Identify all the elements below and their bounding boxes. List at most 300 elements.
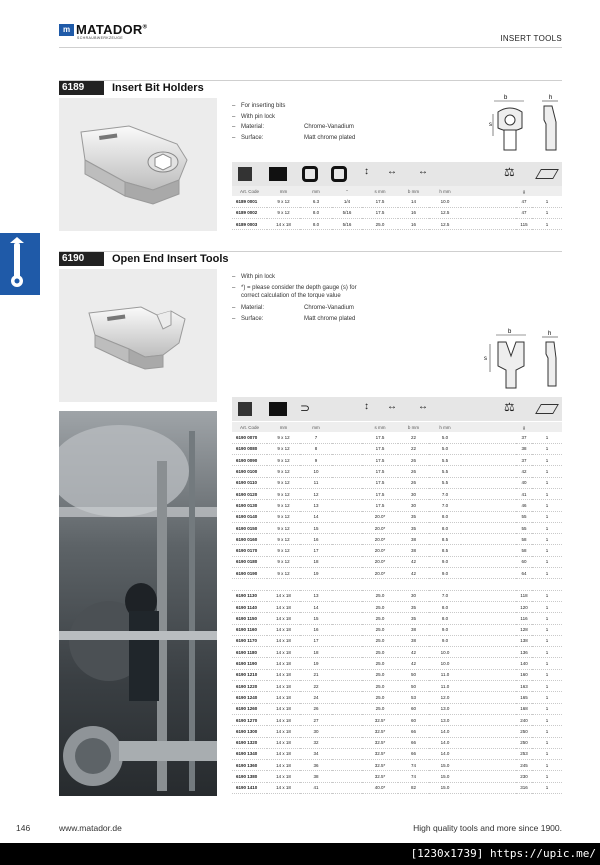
table-cell: 74 — [398, 771, 429, 782]
table-cell — [332, 748, 362, 759]
table-cell: 38 — [398, 635, 429, 646]
table-cell: 60 — [398, 703, 429, 714]
table-cell: 1 — [532, 635, 562, 646]
width-icon: ↔ — [387, 166, 397, 177]
art-code-cell: 6190 1260 — [232, 703, 267, 714]
table-cell: 66 — [398, 748, 429, 759]
table-cell: 1 — [532, 782, 562, 793]
unit-cell: s mm — [362, 422, 398, 432]
table-cell — [461, 500, 516, 511]
unit-row — [232, 186, 562, 196]
table-cell: 8 — [300, 443, 332, 454]
table-cell: 1 — [532, 488, 562, 499]
table-cell: 9 x 12 — [267, 466, 300, 477]
table-cell: 1 — [532, 771, 562, 782]
table-cell: 5.5 — [429, 466, 461, 477]
table-cell — [516, 579, 532, 590]
table-cell: 14 x 18 — [267, 726, 300, 737]
table-cell: 7.0 — [429, 488, 461, 499]
table-cell: 10 — [300, 466, 332, 477]
table-cell: 7.0 — [429, 590, 461, 601]
table-cell: 25.0 — [362, 669, 398, 680]
art-code-cell: 6190 1220 — [232, 681, 267, 692]
table-cell — [332, 488, 362, 499]
table-cell — [332, 760, 362, 771]
table-cell: 10.0 — [429, 658, 461, 669]
table-cell — [461, 726, 516, 737]
art-code-cell: 6190 1140 — [232, 601, 267, 612]
table-cell: 35 — [398, 613, 429, 624]
table-cell: 13.0 — [429, 714, 461, 725]
table-cell: 30 — [398, 590, 429, 601]
table-cell — [332, 590, 362, 601]
matador-logo: MATADOR® — [76, 22, 148, 37]
table-cell: 5.5 — [429, 455, 461, 466]
table-cell: 18 — [300, 556, 332, 567]
svg-text:b: b — [508, 329, 512, 335]
table-cell — [461, 522, 516, 533]
table-cell: 17.5 — [362, 207, 398, 218]
table-cell: 5/16 — [332, 219, 362, 230]
art-code-cell: 6189 0002 — [232, 207, 267, 218]
unit-cell: " — [332, 186, 362, 196]
unit-cell: h mm — [429, 186, 461, 196]
table-cell: 12.0 — [429, 692, 461, 703]
table-cell: 14 x 18 — [267, 782, 300, 793]
unit-cell — [532, 186, 562, 196]
product-table-6190 — [232, 422, 562, 794]
table-cell: 9.0 — [429, 624, 461, 635]
table-cell — [332, 511, 362, 522]
table-cell — [461, 748, 516, 759]
table-cell: 1 — [532, 726, 562, 737]
table-cell: 7 — [300, 432, 332, 443]
table-row — [232, 477, 562, 488]
table-cell: 1 — [532, 714, 562, 725]
table-cell: 1 — [532, 432, 562, 443]
table-cell: 50 — [398, 681, 429, 692]
table-cell: 14.0 — [429, 737, 461, 748]
height-icon: ↔ — [418, 166, 428, 177]
art-code-cell: 6189 0003 — [232, 219, 267, 230]
art-code-cell: 6190 0100 — [232, 466, 267, 477]
hex-bit-mm-icon — [302, 166, 318, 182]
table-cell: 1 — [532, 624, 562, 635]
table-row — [232, 726, 562, 737]
svg-text:s: s — [489, 122, 492, 128]
table-cell: 17.5 — [362, 455, 398, 466]
table-cell: 25.0 — [362, 658, 398, 669]
unit-cell — [532, 422, 562, 432]
section-divider — [59, 80, 562, 81]
table-cell: 19 — [300, 658, 332, 669]
table-row — [232, 601, 562, 612]
wrench-icon — [0, 233, 40, 295]
table-cell — [461, 669, 516, 680]
table-cell: 35 — [398, 601, 429, 612]
table-cell: 25.0 — [362, 703, 398, 714]
table-cell: 38 — [516, 443, 532, 454]
table-cell: 21 — [300, 669, 332, 680]
table-cell: 17.5 — [362, 196, 398, 207]
art-code-cell: 6190 0180 — [232, 556, 267, 567]
table-cell: 38 — [300, 771, 332, 782]
table-cell: 1 — [532, 443, 562, 454]
table-row — [232, 635, 562, 646]
section-title: INSERT TOOLS — [500, 34, 562, 43]
table-cell: 14 — [300, 601, 332, 612]
unit-cell — [461, 186, 516, 196]
width-icon: ↔ — [387, 401, 397, 412]
table-cell: 16 — [300, 534, 332, 545]
table-cell — [461, 760, 516, 771]
unit-cell: b mm — [398, 422, 429, 432]
table-cell: 1 — [532, 669, 562, 680]
art-code-cell — [232, 579, 267, 590]
table-cell: 1 — [532, 692, 562, 703]
table-cell: 1 — [532, 737, 562, 748]
table-cell: 16 — [398, 207, 429, 218]
table-cell: 1 — [532, 207, 562, 218]
table-cell — [461, 443, 516, 454]
table-cell: 32.5* — [362, 714, 398, 725]
table-cell: 1/4 — [332, 196, 362, 207]
table-cell: 1 — [532, 522, 562, 533]
table-cell — [332, 613, 362, 624]
table-cell: 1 — [532, 219, 562, 230]
table-cell: 36 — [300, 760, 332, 771]
table-row — [232, 207, 562, 218]
svg-text:h: h — [548, 331, 552, 337]
table-cell: 32.5* — [362, 726, 398, 737]
table-cell — [461, 771, 516, 782]
table-cell: 1 — [532, 658, 562, 669]
table-row — [232, 556, 562, 567]
table-cell: 42 — [398, 568, 429, 579]
table-cell: 26 — [398, 455, 429, 466]
table-cell — [461, 703, 516, 714]
art-code-cell: 6190 1270 — [232, 714, 267, 725]
table-cell: 11 — [300, 477, 332, 488]
table-cell: 7.0 — [429, 500, 461, 511]
table-cell: 115 — [516, 219, 532, 230]
table-cell: 165 — [516, 692, 532, 703]
product-image-6190 — [59, 269, 217, 402]
table-cell: 25.0 — [362, 647, 398, 658]
weight-scale-icon: ⚖ — [504, 165, 515, 179]
table-cell: 25.0 — [362, 601, 398, 612]
table-cell: 8.0 — [300, 207, 332, 218]
table-row — [232, 737, 562, 748]
page-number: 146 — [16, 823, 31, 833]
unit-cell: Art. Code — [232, 422, 267, 432]
art-code-cell: 6190 0190 — [232, 568, 267, 579]
table-cell: 16 — [398, 219, 429, 230]
table-cell: 34 — [300, 748, 332, 759]
table-cell: 8.0 — [429, 601, 461, 612]
table-row — [232, 568, 562, 579]
table-cell: 38 — [398, 534, 429, 545]
table-cell — [332, 771, 362, 782]
table-cell: 38 — [398, 624, 429, 635]
table-cell — [461, 635, 516, 646]
table-cell — [461, 196, 516, 207]
table-cell — [332, 443, 362, 454]
table-cell — [332, 782, 362, 793]
table-cell: 32.5* — [362, 748, 398, 759]
table-cell: 10.0 — [429, 647, 461, 658]
table-cell: 13 — [300, 500, 332, 511]
table-cell: 25.0 — [362, 635, 398, 646]
table-cell — [332, 522, 362, 533]
table-cell: 40.0* — [362, 782, 398, 793]
art-code-cell: 6190 1320 — [232, 737, 267, 748]
table-cell — [461, 568, 516, 579]
table-cell: 1 — [532, 760, 562, 771]
art-code-cell: 6190 1130 — [232, 590, 267, 601]
table-cell: 30 — [300, 726, 332, 737]
art-code-cell: 6190 1380 — [232, 771, 267, 782]
table-cell — [332, 466, 362, 477]
unit-cell: mm — [267, 186, 300, 196]
unit-cell — [332, 422, 362, 432]
table-row — [232, 703, 562, 714]
table-cell: 1 — [532, 590, 562, 601]
table-cell: 25.0 — [362, 219, 398, 230]
table-cell: 138 — [516, 635, 532, 646]
table-cell: 1 — [532, 568, 562, 579]
unit-cell: Art. Code — [232, 186, 267, 196]
table-row — [232, 579, 562, 590]
table-cell: 42 — [398, 556, 429, 567]
table-cell: 42 — [398, 658, 429, 669]
table-cell: 40 — [516, 477, 532, 488]
product-table-6189 — [232, 186, 562, 230]
table-cell: 20.0* — [362, 511, 398, 522]
package-icon — [535, 169, 559, 179]
product-image-6189 — [59, 98, 217, 231]
dimension-drawing-6190 — [480, 326, 565, 392]
table-cell: 17.5 — [362, 488, 398, 499]
table-cell: 9 x 12 — [267, 432, 300, 443]
table-cell: 32.5* — [362, 737, 398, 748]
table-cell — [461, 545, 516, 556]
table-cell: 136 — [516, 647, 532, 658]
table-cell: 9 x 12 — [267, 568, 300, 579]
table-cell: 9 x 12 — [267, 534, 300, 545]
table-cell — [332, 477, 362, 488]
square-drive-icon — [269, 402, 287, 416]
drive-icon — [238, 167, 252, 181]
table-cell: 22 — [398, 443, 429, 454]
table-cell — [461, 511, 516, 522]
table-cell: 60 — [398, 714, 429, 725]
table-cell: 53 — [398, 692, 429, 703]
table-cell: 14 x 18 — [267, 590, 300, 601]
table-cell: 14 x 18 — [267, 624, 300, 635]
table-cell: 14 x 18 — [267, 601, 300, 612]
table-cell: 14 x 18 — [267, 681, 300, 692]
table-cell: 250 — [516, 726, 532, 737]
header-divider — [59, 47, 562, 48]
logo-subtitle: SCHRAUBWERKZEUGE — [77, 36, 124, 40]
table-cell: 245 — [516, 760, 532, 771]
table-cell — [332, 579, 362, 590]
table-cell: 74 — [398, 760, 429, 771]
unit-cell: s mm — [362, 186, 398, 196]
svg-text:b: b — [504, 95, 508, 101]
table-cell: 10.0 — [429, 196, 461, 207]
table-row — [232, 613, 562, 624]
table-cell — [461, 692, 516, 703]
section-divider — [59, 251, 562, 252]
table-cell: 1 — [532, 703, 562, 714]
table-cell: 38 — [398, 545, 429, 556]
table-row — [232, 760, 562, 771]
table-cell: 20.0* — [362, 545, 398, 556]
table-cell: 9.0 — [429, 635, 461, 646]
table-cell: 12.5 — [429, 219, 461, 230]
table-cell: 1 — [532, 455, 562, 466]
table-cell: 118 — [516, 590, 532, 601]
table-row — [232, 500, 562, 511]
square-drive-icon — [269, 167, 287, 181]
table-cell: 12.5 — [429, 207, 461, 218]
art-code-cell: 6190 1210 — [232, 669, 267, 680]
table-cell — [332, 692, 362, 703]
table-cell: 120 — [516, 601, 532, 612]
table-cell — [332, 681, 362, 692]
table-cell — [461, 601, 516, 612]
table-cell: 14 x 18 — [267, 635, 300, 646]
watermark-band — [0, 843, 600, 865]
table-cell — [461, 556, 516, 567]
table-row — [232, 455, 562, 466]
table-cell: 35 — [398, 511, 429, 522]
table-cell: 1 — [532, 511, 562, 522]
art-code-cell: 6190 0140 — [232, 511, 267, 522]
art-code-cell: 6190 0160 — [232, 534, 267, 545]
table-cell: 14 x 18 — [267, 658, 300, 669]
svg-text:s: s — [484, 356, 487, 362]
table-cell: 14.0 — [429, 748, 461, 759]
table-cell — [332, 714, 362, 725]
art-code-cell: 6189 0001 — [232, 196, 267, 207]
table-cell — [461, 681, 516, 692]
website-link[interactable]: www.matador.de — [59, 823, 122, 833]
unit-cell: h mm — [429, 422, 461, 432]
table-cell: 9 — [300, 455, 332, 466]
table-cell: 12 — [300, 488, 332, 499]
table-row — [232, 466, 562, 477]
drive-icon — [238, 402, 252, 416]
table-cell: 26 — [398, 466, 429, 477]
feature-list-6190: – With pin lock – *) = please consider the depth gauge (s) for correct calculation of the torque value – Material: Chrome-Vanadium – Surface: Matt chrome plated — [232, 274, 357, 322]
table-cell: 5.0 — [429, 432, 461, 443]
table-cell: 18 — [300, 647, 332, 658]
table-row — [232, 545, 562, 556]
art-code-cell: 6190 1180 — [232, 647, 267, 658]
table-cell: 6.3 — [300, 196, 332, 207]
table-cell: 66 — [398, 726, 429, 737]
table-cell: 168 — [516, 703, 532, 714]
table-cell — [461, 647, 516, 658]
table-row — [232, 748, 562, 759]
table-cell: 140 — [516, 658, 532, 669]
unit-cell: g — [516, 186, 532, 196]
table-cell: 55 — [516, 522, 532, 533]
depth-icon: ↕ — [364, 166, 369, 177]
table-cell — [332, 669, 362, 680]
table-cell — [461, 432, 516, 443]
table-cell: 14 x 18 — [267, 714, 300, 725]
table-cell: 160 — [516, 669, 532, 680]
table-cell: 1 — [532, 500, 562, 511]
table-cell: 20.0* — [362, 568, 398, 579]
art-code-cell: 6190 1340 — [232, 748, 267, 759]
table-cell — [461, 613, 516, 624]
icon-bar-6190 — [232, 397, 562, 421]
workshop-photo — [59, 411, 217, 796]
table-cell: 17 — [300, 545, 332, 556]
section-heading: Open End Insert Tools — [112, 253, 229, 265]
table-cell: 30 — [398, 500, 429, 511]
table-cell — [332, 647, 362, 658]
table-cell: 9 x 12 — [267, 207, 300, 218]
table-cell: 14 — [300, 511, 332, 522]
table-cell: 22 — [398, 432, 429, 443]
table-cell: 17.5 — [362, 432, 398, 443]
table-cell: 8.0 — [429, 511, 461, 522]
table-cell: 14 x 18 — [267, 760, 300, 771]
table-cell: 1 — [532, 601, 562, 612]
table-cell: 1 — [532, 477, 562, 488]
table-cell — [332, 545, 362, 556]
table-cell: 60 — [516, 556, 532, 567]
table-row — [232, 432, 562, 443]
table-cell: 250 — [516, 737, 532, 748]
table-cell: 50 — [398, 669, 429, 680]
table-cell: 8.0 — [429, 613, 461, 624]
table-cell — [461, 477, 516, 488]
table-cell: 32.5* — [362, 771, 398, 782]
table-cell: 5/16 — [332, 207, 362, 218]
table-cell: 20.0* — [362, 556, 398, 567]
table-cell: 27 — [300, 714, 332, 725]
table-cell — [332, 500, 362, 511]
table-cell: 14 x 18 — [267, 219, 300, 230]
unit-cell: mm — [300, 186, 332, 196]
table-cell — [332, 432, 362, 443]
open-end-insert-illustration — [59, 269, 217, 402]
section-heading: Insert Bit Holders — [112, 82, 204, 94]
table-cell: 32 — [300, 737, 332, 748]
art-code-cell: 6190 1300 — [232, 726, 267, 737]
table-cell: 11.0 — [429, 681, 461, 692]
table-row — [232, 624, 562, 635]
table-cell: 13 — [300, 590, 332, 601]
table-cell: 41 — [300, 782, 332, 793]
table-cell — [332, 568, 362, 579]
icon-bar-6189 — [232, 162, 562, 186]
svg-text:h: h — [549, 95, 553, 101]
table-cell: 41 — [516, 488, 532, 499]
table-cell: 47 — [516, 196, 532, 207]
table-row — [232, 669, 562, 680]
table-cell — [429, 579, 461, 590]
art-code-cell: 6190 0070 — [232, 432, 267, 443]
table-row — [232, 782, 562, 793]
